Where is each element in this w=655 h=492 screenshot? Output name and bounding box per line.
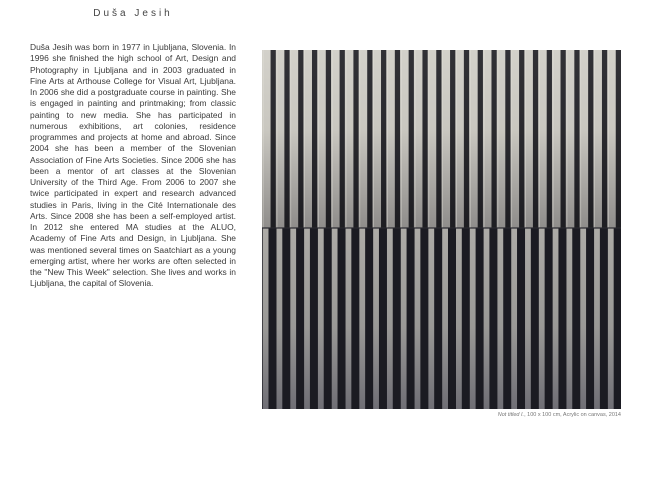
upper-stripe-11 <box>409 50 414 228</box>
lower-stripe-19 <box>511 228 517 409</box>
upper-stripe-4 <box>312 50 317 228</box>
upper-highlight-15 <box>456 50 457 228</box>
upper-stripe-18 <box>505 50 510 228</box>
lower-stripe-26 <box>608 228 614 409</box>
upper-highlight-21 <box>539 50 540 228</box>
upper-highlight-13 <box>429 50 430 228</box>
lower-stripe-16 <box>470 228 476 409</box>
upper-stripe-9 <box>381 50 386 228</box>
upper-highlight-3 <box>290 50 291 228</box>
upper-stripe-19 <box>519 50 524 228</box>
lower-stripe-4 <box>304 228 310 409</box>
upper-highlight-10 <box>387 50 388 228</box>
upper-stripe-15 <box>464 50 469 228</box>
upper-stripe-13 <box>436 50 441 228</box>
lower-stripe-5 <box>318 228 324 409</box>
upper-stripe-23 <box>574 50 579 228</box>
lower-stripe-10 <box>387 228 393 409</box>
upper-highlight-18 <box>498 50 499 228</box>
lower-stripe-13 <box>428 228 434 409</box>
upper-highlight-7 <box>346 50 347 228</box>
upper-stripe-8 <box>367 50 372 228</box>
upper-stripe-5 <box>326 50 331 228</box>
lower-stripe-18 <box>497 228 503 409</box>
upper-stripe-21 <box>547 50 552 228</box>
lower-stripe-7 <box>346 228 352 409</box>
lower-stripe-22 <box>553 228 559 409</box>
painting-seam <box>262 227 621 229</box>
lower-stripe-9 <box>373 228 379 409</box>
lower-stripe-15 <box>456 228 462 409</box>
upper-highlight-22 <box>553 50 554 228</box>
upper-highlight-12 <box>415 50 416 228</box>
lower-stripe-14 <box>442 228 448 409</box>
upper-highlight-24 <box>580 50 581 228</box>
lower-stripe-24 <box>580 228 586 409</box>
artwork-details: , 100 x 100 cm, Acrylic on canvas, 2014 <box>524 412 621 418</box>
lower-stripe-11 <box>401 228 407 409</box>
biography-text: Duša Jesih was born in 1977 in Ljubljana, Slovenia. In 1996 she finished the high school of Art, Design and Photography in Ljubljana and in 2003 graduated in Fine Arts at Arthouse College for Visual Art, Ljubljana. In 2006 she did a postgraduate course in painting. She is engaged in painting and printmaking; from classic painting to new media. She has participated in numerous exhibitions, art colonies, residence programmes and projects at home and abroad. Since 2004 she has been a member of the Slovenian Association of Fine Arts Societies. Since 2006 she has been a mentor of art classes at the Slovenian University of the Third Age. From 2006 to 2007 she twice participated in expert and research advanced studies in Paris, living in the Cité Internationale des Arts. Since 2008 she has been a self-employed artist. In 2012 she entered MA studies at the ALUO, Academy of Fine Arts and Design, in Ljubljana. She was mentioned several times on Saatchiart as a young emerging artist, where her works are often selected in the "New This Week" selection. She lives and works in Ljubljana, the capital of Slovenia. <box>30 42 236 289</box>
upper-highlight-19 <box>511 50 512 228</box>
upper-highlight-1 <box>263 50 264 228</box>
upper-stripe-20 <box>533 50 538 228</box>
upper-highlight-5 <box>318 50 319 228</box>
upper-highlight-20 <box>525 50 526 228</box>
upper-stripe-22 <box>561 50 566 228</box>
upper-highlight-2 <box>277 50 278 228</box>
upper-highlight-14 <box>442 50 443 228</box>
upper-stripe-12 <box>422 50 427 228</box>
upper-highlight-8 <box>359 50 360 228</box>
upper-highlight-11 <box>401 50 402 228</box>
upper-highlight-17 <box>484 50 485 228</box>
lower-stripe-2 <box>277 228 283 409</box>
upper-highlight-9 <box>373 50 374 228</box>
lower-stripe-1 <box>263 228 269 409</box>
artwork-title: Not titled I. <box>497 412 525 418</box>
upper-stripe-14 <box>450 50 455 228</box>
upper-stripe-24 <box>588 50 593 228</box>
upper-stripe-26 <box>616 50 621 228</box>
upper-stripe-2 <box>284 50 289 228</box>
upper-stripe-1 <box>271 50 276 228</box>
artist-name: Duša Jesih <box>93 8 173 19</box>
upper-highlight-4 <box>304 50 305 228</box>
lower-stripe-17 <box>484 228 490 409</box>
upper-highlight-23 <box>567 50 568 228</box>
lower-stripe-25 <box>594 228 600 409</box>
upper-highlight-26 <box>608 50 609 228</box>
lower-stripe-8 <box>359 228 365 409</box>
painting-image <box>262 50 621 409</box>
upper-stripe-6 <box>340 50 345 228</box>
upper-highlight-6 <box>332 50 333 228</box>
lower-stripe-20 <box>525 228 531 409</box>
upper-stripe-25 <box>602 50 607 228</box>
upper-highlight-25 <box>594 50 595 228</box>
upper-highlight-16 <box>470 50 471 228</box>
lower-stripe-23 <box>566 228 572 409</box>
upper-stripe-16 <box>478 50 483 228</box>
lower-stripe-12 <box>415 228 421 409</box>
lower-stripe-21 <box>539 228 545 409</box>
upper-stripe-7 <box>353 50 358 228</box>
lower-stripe-3 <box>290 228 296 409</box>
lower-stripe-6 <box>332 228 338 409</box>
artwork-caption <box>262 412 621 418</box>
upper-stripe-3 <box>298 50 303 228</box>
upper-stripe-10 <box>395 50 400 228</box>
upper-stripe-17 <box>491 50 496 228</box>
